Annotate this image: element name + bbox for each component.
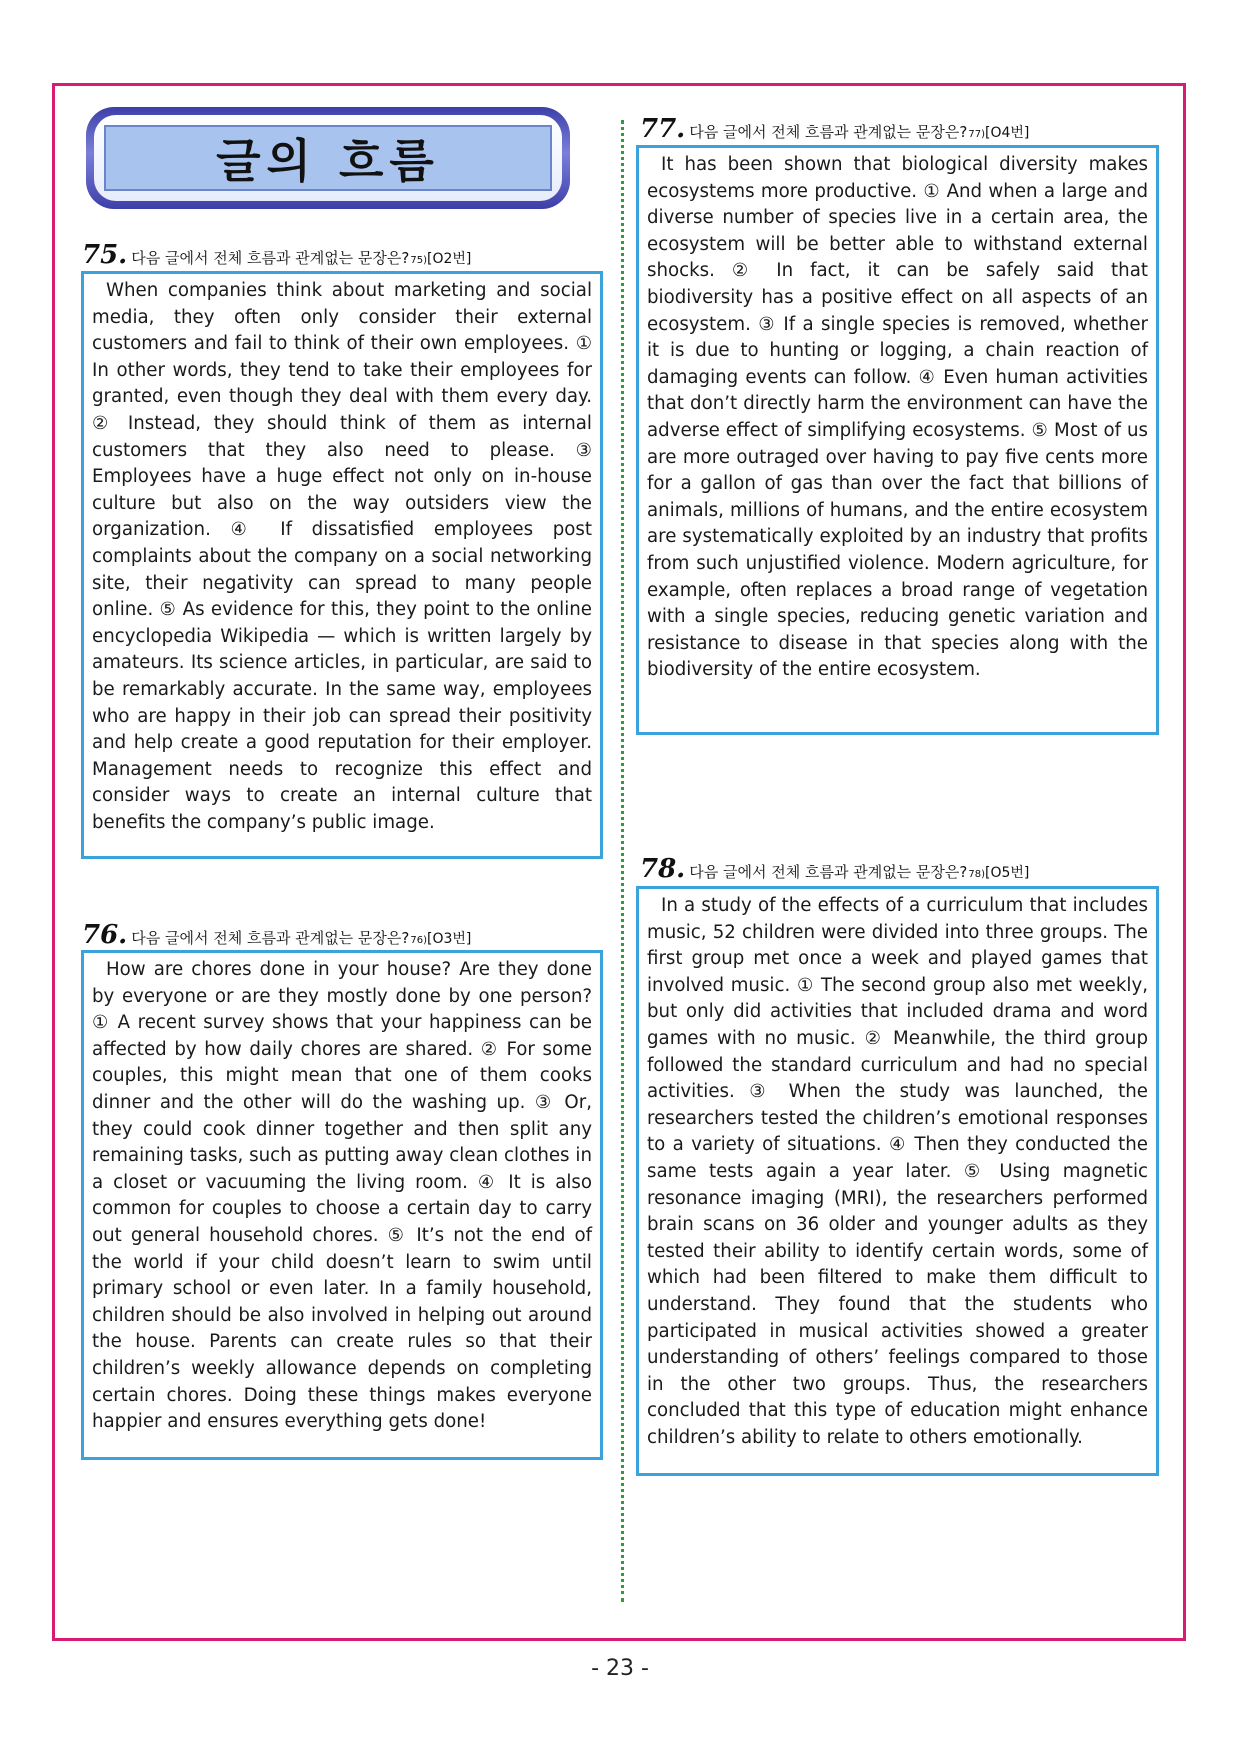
question-tag: [O4번] — [985, 125, 1030, 141]
passage-box-75 — [81, 271, 603, 859]
question-tag: [O5번] — [985, 865, 1030, 881]
question-prompt: 다음 글에서 전체 흐름과 관계없는 문장은? — [131, 249, 410, 267]
question-number: 75. — [82, 240, 128, 270]
passage-text: When companies think about marketing and social media, they often only consider their external customers and fail to think of their own employees. ① In other words, they tend to take their employees for granted, even though they deal with them every day. ② Instead, they should think of them as internal customers that they also need to please. ③ Employees have a huge effect not only on in-house culture but also on the way outsiders view the organization. ④ If dissatisfied employees post complaints about the company on a social networking site, their negativity can spread to many people online. ⑤ As evidence for this, they point to the online encyclopedia Wikipedia — which is written largely by amateurs. Its science articles, in particular, are said to be remarkably accurate. In the same way, employees who are happy in their job can spread their positivity and help create a good reputation for their employer. Management needs to recognize this effect and consider ways to create an internal culture that benefits the company’s public image. — [92, 280, 592, 833]
question-tag: [O3번] — [427, 931, 472, 947]
question-footnote-ref: 77) — [968, 129, 986, 140]
column-divider — [621, 120, 624, 1602]
section-banner — [86, 107, 570, 209]
question-footnote-ref: 76) — [410, 935, 428, 946]
question-prompt: 다음 글에서 전체 흐름과 관계없는 문장은? — [689, 123, 968, 141]
passage-text: It has been shown that biological diversity makes ecosystems more productive. ① And when a large and diverse number of species live in a certain area, the ecosystem will be better able to withstand external shocks. ② In fact, it can be safely said that biodiversity has a positive effect on all aspects of an ecosystem. ③ If a single species is removed, whether it is due to hunting or logging, a chain reaction of damaging events can follow. ④ Even human activities that don’t directly harm the environment can have the adverse effect of simplifying ecosystems. ⑤ Most of us are more outraged over having to pay five cents more for a gallon of gas than over the fact that billions of animals, millions of humans, and the entire ecosystem are systematically exploited by an industry that profits from such unjustified violence. Modern agriculture, for example, often replaces a broad range of vegetation with a single species, reducing genetic variation and resistance to disease in that species along with the biodiversity of the entire ecosystem. — [647, 154, 1148, 681]
section-title: 글의 흐름 — [104, 125, 552, 191]
banner-inner — [94, 115, 562, 201]
question-header-77 — [640, 114, 1029, 144]
passage-box-77 — [636, 145, 1159, 735]
passage-box-78 — [636, 886, 1159, 1476]
page-number: - 23 - — [591, 1656, 649, 1681]
question-header-76 — [82, 920, 471, 950]
question-footnote-ref: 75) — [410, 255, 428, 266]
passage-text: How are chores done in your house? Are they done by everyone or are they mostly done by one person? ① A recent survey shows that your happiness can be affected by how daily chores are shared. ② For some couples, this might mean that one of them cooks dinner and the other will do the washing up. ③ Or, they could cook dinner together and then split any remaining tasks, such as putting away clean clothes in a closet or vacuuming the living room. ④ It is also common for couples to choose a certain day to carry out general household chores. ⑤ It’s not the end of the world if your child doesn’t learn to swim until primary school or even later. In a family household, children should be also involved in helping out around the house. Parents can create rules so that their children’s weekly allowance depends on completing certain chores. Doing these things makes everyone happier and ensures everything gets done! — [92, 959, 592, 1433]
question-tag: [O2번] — [427, 251, 472, 267]
question-number: 76. — [82, 920, 128, 950]
question-header-78 — [640, 854, 1029, 884]
question-header-75 — [82, 240, 471, 270]
passage-box-76 — [81, 950, 603, 1460]
question-prompt: 다음 글에서 전체 흐름과 관계없는 문장은? — [131, 929, 410, 947]
passage-text: In a study of the effects of a curriculum that includes music, 52 children were divided into three groups. The first group met once a week and played games that involved music. ① The second group also met weekly, but only did activities that included drama and word games with no music. ② Meanwhile, the third group followed the standard curriculum and had no special activities. ③ When the study was launched, the researchers tested the children’s emotional responses to a variety of situations. ④ Then they conducted the same tests again a year later. ⑤ Using magnetic resonance imaging (MRI), the researchers performed brain scans on 36 older and younger adults as they tested their ability to identify certain words, some of which had been filtered to make them difficult to understand. They found that the students who participated in musical activities showed a greater understanding of others’ feelings compared to those in the other two groups. Thus, the researchers concluded that this type of education might enhance children’s ability to relate to others emotionally. — [647, 895, 1148, 1448]
question-number: 78. — [640, 854, 686, 884]
question-number: 77. — [640, 114, 686, 144]
question-footnote-ref: 78) — [968, 869, 986, 880]
question-prompt: 다음 글에서 전체 흐름과 관계없는 문장은? — [689, 863, 968, 881]
